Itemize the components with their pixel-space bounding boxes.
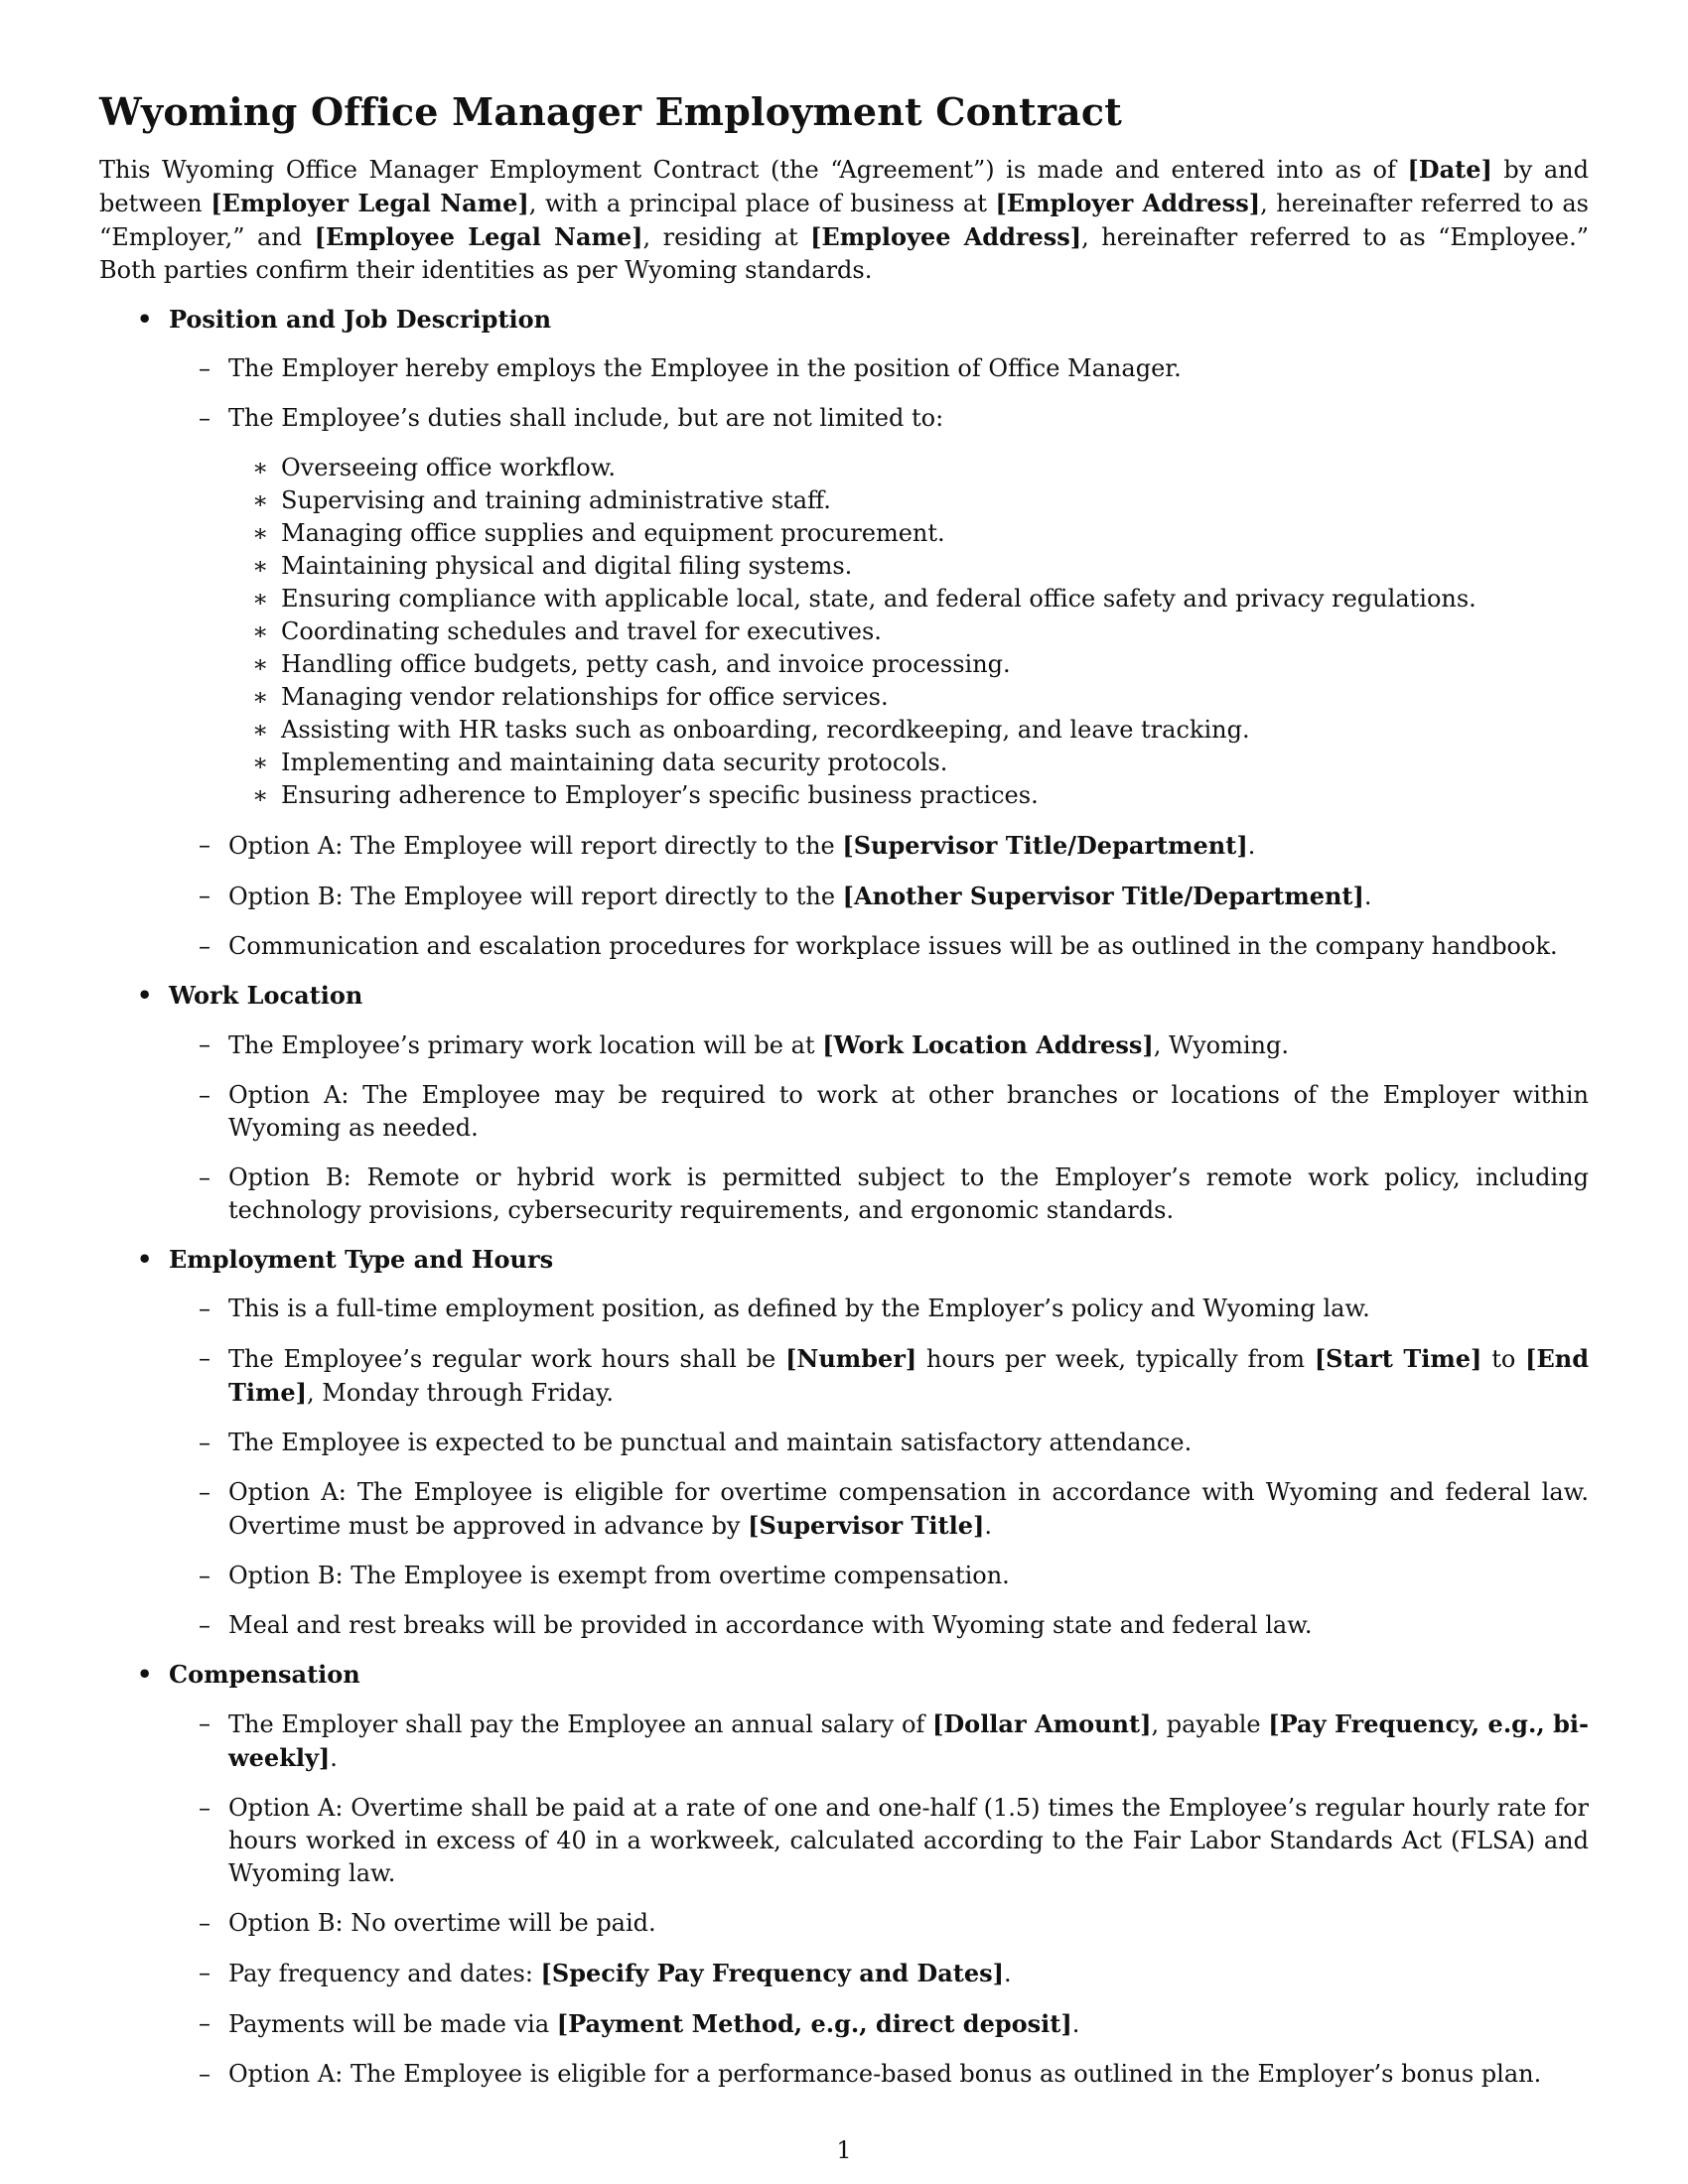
list-item: – Option A: The Employee may be required to work at other branches or locations of the Employer within Wyoming as needed.: [169, 1079, 1589, 1145]
placeholder-another-supervisor: [Another Supervisor Title/Department]: [842, 882, 1364, 910]
list-item: – The Employer hereby employs the Employee in the position of Office Manager.: [169, 352, 1589, 385]
placeholder-employer-address: [Employer Address]: [995, 189, 1261, 217]
list-item: [169, 1957, 1589, 1990]
section-location: [99, 979, 1589, 1227]
duty-item: ∗ Assisting with HR tasks such as onboarding, recordkeeping, and leave tracking.: [228, 714, 1589, 747]
document-title: Wyoming Office Manager Employment Contract: [99, 89, 1122, 134]
section-title: • Compensation: [169, 1658, 1589, 1691]
contract-sections: [99, 303, 1589, 2091]
intro-paragraph: [99, 153, 1589, 287]
placeholder-employee-address: [Employee Address]: [810, 222, 1082, 251]
item-text: hours per week, typically from: [916, 1345, 1315, 1373]
item-text: .: [1363, 883, 1372, 910]
section-title: • Work Location: [169, 979, 1589, 1012]
list-item: – Option B: No overtime will be paid.: [169, 1907, 1589, 1940]
duty-item: ∗ Managing vendor relationships for office services.: [228, 681, 1589, 714]
list-item: [169, 880, 1589, 913]
list-item: [169, 1342, 1589, 1410]
placeholder-pay-dates: [Specify Pay Frequency and Dates]: [540, 1959, 1005, 1987]
duty-item: ∗ Ensuring adherence to Employer’s specific business practices.: [228, 779, 1589, 812]
page-number: 1: [836, 2136, 852, 2164]
placeholder-number: [Number]: [785, 1344, 917, 1373]
placeholder-end-time: [End Time]: [228, 1344, 1589, 1407]
intro-text: , hereinafter referred to as “Employee.” Both parties confirm their identities as per Wyoming standards.: [99, 223, 1590, 284]
placeholder-payment-method: [Payment Method, e.g., direct deposit]: [556, 2009, 1072, 2038]
list-item: [169, 402, 1589, 812]
section-items: [169, 352, 1589, 963]
item-text: .: [984, 1512, 992, 1540]
duty-item: ∗ Handling office budgets, petty cash, and invoice processing.: [228, 648, 1589, 681]
intro-text: This Wyoming Office Manager Employment Contract (the “Agreement”) is made and entered into as of: [99, 156, 1408, 184]
duty-item: ∗ Managing office supplies and equipment procurement.: [228, 517, 1589, 550]
list-item: [169, 2007, 1589, 2041]
placeholder-supervisor-title: [Supervisor Title]: [748, 1511, 985, 1540]
section-title: • Position and Job Description: [169, 303, 1589, 336]
placeholder-start-time: [Start Time]: [1314, 1344, 1482, 1373]
item-text: The Employee’s primary work location will be at: [228, 1031, 823, 1059]
list-item: – Option A: The Employee is eligible for a performance-based bonus as outlined in the Employer’s bonus plan.: [169, 2058, 1589, 2091]
list-item: – Option A: Overtime shall be paid at a rate of one and one-half (1.5) times the Employee’s regular hourly rate for hours worked in excess of 40 in a workweek, calculated according to the Fair Labor Standards Act (FLSA) and Wyoming law.: [169, 1792, 1589, 1890]
item-text: .: [1247, 832, 1256, 860]
section-items: [169, 1028, 1589, 1227]
section-position: [99, 303, 1589, 963]
list-item: – Meal and rest breaks will be provided in accordance with Wyoming state and federal law.: [169, 1609, 1589, 1642]
intro-text: , residing at: [642, 223, 811, 251]
list-item: – Option B: The Employee is exempt from overtime compensation.: [169, 1560, 1589, 1592]
placeholder-employee-name: [Employee Legal Name]: [314, 222, 643, 251]
duty-item: ∗ Coordinating schedules and travel for executives.: [228, 615, 1589, 648]
item-text: The Employer shall pay the Employee an annual salary of: [228, 1710, 933, 1738]
item-text: .: [1004, 1960, 1012, 1987]
item-text: Option A: The Employee is eligible for overtime compensation in accordance with Wyoming and federal law. Overtime must be approved in advance by: [228, 1478, 1589, 1540]
duty-item: ∗ Maintaining physical and digital filing systems.: [228, 550, 1589, 583]
section-items: [169, 1293, 1589, 1642]
duty-item: ∗ Ensuring compliance with applicable local, state, and federal office safety and privacy regulations.: [228, 583, 1589, 615]
list-item: – The Employee is expected to be punctual and maintain satisfactory attendance.: [169, 1427, 1589, 1459]
item-text: Option B: The Employee will report directly to the: [228, 883, 843, 910]
item-text: Pay frequency and dates:: [228, 1960, 541, 1987]
intro-text: , hereinafter referred to as “Employer,” and: [99, 190, 1589, 251]
placeholder-dollar-amount: [Dollar Amount]: [932, 1709, 1152, 1738]
list-item: [169, 1476, 1589, 1543]
section-items: [169, 1707, 1589, 2091]
item-text: .: [1071, 2010, 1080, 2038]
placeholder-pay-frequency: [Pay Frequency, e.g., bi-weekly]: [228, 1709, 1589, 1772]
item-text: to: [1481, 1345, 1526, 1373]
placeholder-employer-name: [Employer Legal Name]: [211, 189, 529, 217]
section-title: • Employment Type and Hours: [169, 1243, 1589, 1276]
list-item: – This is a full-time employment position, as defined by the Employer’s policy and Wyoming law.: [169, 1293, 1589, 1325]
item-text: , Monday through Friday.: [307, 1379, 614, 1407]
section-employment: [99, 1243, 1589, 1642]
item-text: .: [330, 1744, 338, 1772]
intro-text: by and between: [99, 156, 1590, 217]
item-text: , Wyoming.: [1153, 1031, 1290, 1059]
placeholder-supervisor: [Supervisor Title/Department]: [842, 831, 1248, 860]
intro-text: , with a principal place of business at: [528, 190, 996, 217]
list-item: [169, 829, 1589, 863]
list-item: [169, 1028, 1589, 1062]
duty-item: ∗ Implementing and maintaining data security protocols.: [228, 747, 1589, 779]
list-item: – Communication and escalation procedures for workplace issues will be as outlined in the company handbook.: [169, 930, 1589, 963]
duty-item: ∗ Supervising and training administrative staff.: [228, 484, 1589, 517]
duties-intro: The Employee’s duties shall include, but are not limited to:: [228, 404, 944, 432]
list-item: [169, 1707, 1589, 1775]
section-compensation: [99, 1658, 1589, 2091]
item-text: Payments will be made via: [228, 2010, 557, 2038]
document-page: [99, 87, 1589, 2091]
item-text: The Employee’s regular work hours shall be: [228, 1345, 786, 1373]
list-item: – Option B: Remote or hybrid work is permitted subject to the Employer’s remote work policy, including technology provisions, cybersecurity requirements, and ergonomic standards.: [169, 1161, 1589, 1227]
duties-list: [228, 452, 1589, 812]
duty-item: ∗ Overseeing office workflow.: [228, 452, 1589, 484]
item-text: Option A: The Employee will report directly to the: [228, 832, 843, 860]
placeholder-date: [Date]: [1407, 155, 1492, 184]
placeholder-work-location: [Work Location Address]: [822, 1030, 1154, 1059]
item-text: , payable: [1151, 1710, 1269, 1738]
